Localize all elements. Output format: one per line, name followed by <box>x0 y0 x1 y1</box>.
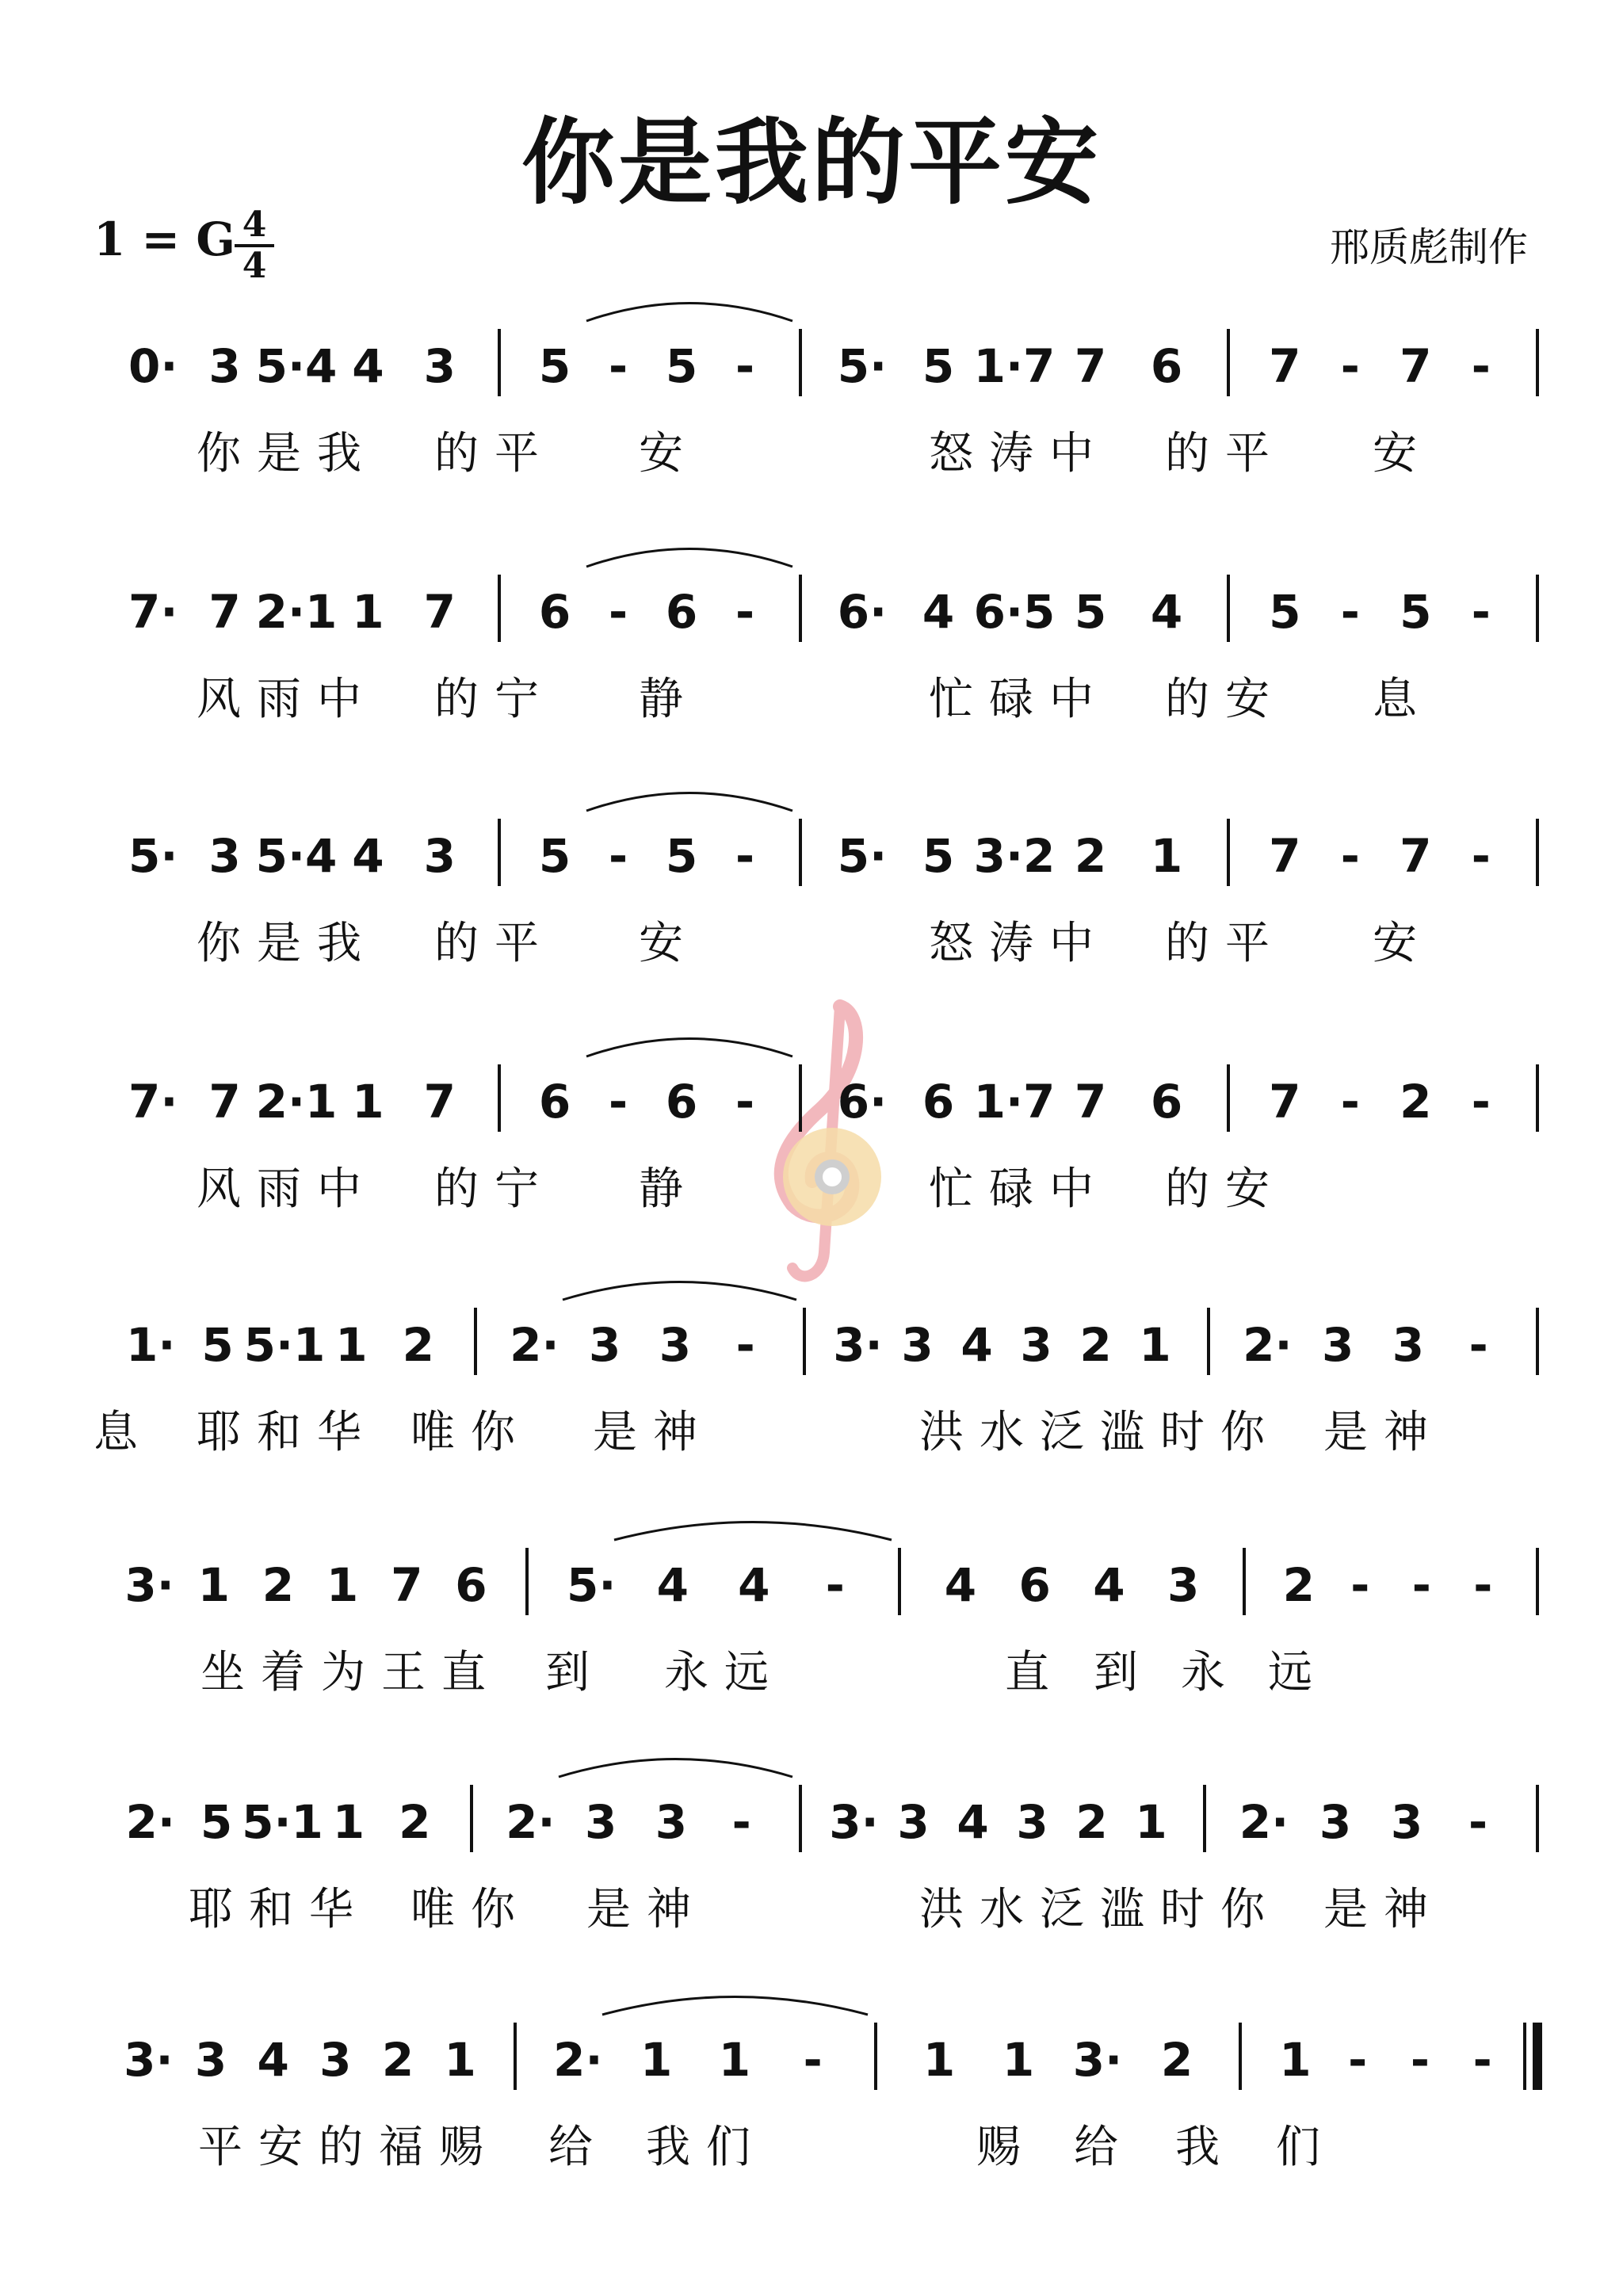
note: 2 <box>1400 1075 1432 1129</box>
lyric-syllables: 坐着为王直 <box>200 1647 502 1698</box>
sustain-dash: - <box>1472 2033 1492 2087</box>
note: 4 <box>960 1318 993 1372</box>
dotted-note: 2· <box>506 1795 556 1849</box>
note: 4 <box>352 339 384 393</box>
note: 3 <box>659 1318 692 1372</box>
dotted-note: 2·1 <box>255 1075 338 1129</box>
note: 6 <box>1150 339 1183 393</box>
lyric-syllables: 你是我 <box>197 918 377 969</box>
sustain-dash: - <box>608 1075 628 1129</box>
dotted-note: 3· <box>829 1795 879 1849</box>
lyric-syllables: 耶和华 <box>189 1884 369 1935</box>
note: 1 <box>1002 2033 1035 2087</box>
note: 3 <box>1392 1318 1425 1372</box>
note: 4 <box>1150 585 1183 639</box>
note: 3 <box>1319 1795 1352 1849</box>
lyric-syllables: 安 <box>639 428 699 479</box>
note: 2 <box>1074 829 1107 883</box>
note: 2 <box>1282 1558 1315 1612</box>
note: 6 <box>538 1075 571 1129</box>
lyric-syllables: 是神 <box>1323 1884 1444 1935</box>
dotted-note: 5· <box>128 829 178 883</box>
lyric-syllables: 平安的福赐 <box>198 2122 499 2173</box>
lyric-syllables: 忙碌中 <box>929 674 1109 725</box>
lyric-syllables: 给 <box>1074 2122 1134 2173</box>
tie-arc <box>559 1759 792 1778</box>
lyric-syllables: 息 <box>1373 674 1433 725</box>
dotted-note: 3· <box>833 1318 883 1372</box>
note: 6 <box>1018 1558 1051 1612</box>
lyric-syllables: 我们 <box>646 2122 766 2173</box>
note: 2 <box>402 1318 434 1372</box>
note: 2 <box>399 1795 431 1849</box>
note: 1 <box>444 2033 476 2087</box>
lyric-syllables: 静 <box>639 1163 699 1215</box>
lyric-syllables: 耶和华 <box>197 1407 377 1458</box>
note: 1 <box>352 1075 384 1129</box>
note: 3 <box>1167 1558 1200 1612</box>
key-signature: 1 = G <box>94 212 235 266</box>
sustain-dash: - <box>1468 1318 1488 1372</box>
note: 4 <box>352 829 384 883</box>
note: 3 <box>1016 1795 1048 1849</box>
dotted-note: 5· <box>837 339 888 393</box>
lyric-syllables: 远 <box>1268 1647 1328 1698</box>
lyric-syllables: 安 <box>639 918 699 969</box>
lyric-syllables: 唯你 <box>411 1884 531 1935</box>
note: 2 <box>1075 1795 1108 1849</box>
sustain-dash: - <box>1471 829 1491 883</box>
note: 4 <box>957 1795 989 1849</box>
note: 1 <box>335 1318 368 1372</box>
note: 7 <box>1074 1075 1107 1129</box>
lyric-syllables: 静 <box>639 674 699 725</box>
song-title: 你是我的平安 <box>521 107 1102 217</box>
note: 3 <box>423 339 456 393</box>
note: 3 <box>423 829 456 883</box>
note: 4 <box>922 585 955 639</box>
lyric-syllables: 到 <box>545 1647 605 1698</box>
lyric-syllables: 到 <box>1094 1647 1154 1698</box>
lyric-syllables: 你是我 <box>197 428 377 479</box>
tie-arc <box>563 1282 796 1301</box>
lyric-syllables: 我 <box>1175 2122 1235 2173</box>
lyric-syllables: 洪水泛滥时 <box>919 1884 1220 1935</box>
note: 5 <box>1074 585 1107 639</box>
sustain-dash: - <box>1340 585 1360 639</box>
note: 1 <box>332 1795 365 1849</box>
dotted-note: 5·1 <box>243 1318 326 1372</box>
dotted-note: 5·4 <box>255 829 338 883</box>
note: 7 <box>1269 339 1301 393</box>
dotted-note: 2· <box>553 2033 603 2087</box>
dotted-note: 1· <box>126 1318 176 1372</box>
lyric-syllables: 永 <box>1181 1647 1241 1698</box>
sustain-dash: - <box>1473 1558 1493 1612</box>
sustain-dash: - <box>735 829 755 883</box>
note: 7 <box>1269 1075 1301 1129</box>
note: 1 <box>326 1558 359 1612</box>
note: 1 <box>1279 2033 1312 2087</box>
dotted-note: 3· <box>1072 2033 1123 2087</box>
note: 3 <box>208 829 241 883</box>
note: 5 <box>665 829 698 883</box>
lyric-syllables: 的平 <box>1165 918 1285 969</box>
dotted-note: 1·7 <box>973 1075 1056 1129</box>
dotted-note: 6· <box>837 1075 888 1129</box>
note: 4 <box>656 1558 689 1612</box>
note: 3 <box>1390 1795 1423 1849</box>
sustain-dash: - <box>1340 1075 1360 1129</box>
note: 7 <box>208 585 241 639</box>
sustain-dash: - <box>1411 1558 1431 1612</box>
sustain-dash: - <box>1340 339 1360 393</box>
note: 7 <box>1400 829 1432 883</box>
lyric-syllables: 们 <box>1276 2122 1336 2173</box>
note: 2 <box>262 1558 295 1612</box>
note: 3 <box>901 1318 934 1372</box>
tie-arc <box>586 1039 792 1057</box>
lyric-syllables: 唯你 <box>411 1407 531 1458</box>
sustain-dash: - <box>1471 339 1491 393</box>
dotted-note: 5· <box>567 1558 617 1612</box>
note: 1 <box>352 585 384 639</box>
sustain-dash: - <box>1410 2033 1430 2087</box>
note: 1 <box>718 2033 751 2087</box>
dotted-note: 7· <box>128 585 178 639</box>
dotted-note: 2· <box>1239 1795 1289 1849</box>
dotted-note: 7· <box>128 1075 178 1129</box>
lyric-syllables: 赐 <box>976 2122 1037 2173</box>
sustain-dash: - <box>1468 1795 1488 1849</box>
lyric-syllables: 洪水泛滥时 <box>919 1407 1220 1458</box>
note: 3 <box>584 1795 617 1849</box>
note: 3 <box>319 2033 352 2087</box>
lyric-syllables: 安 <box>1373 918 1433 969</box>
note: 6 <box>665 1075 698 1129</box>
lyric-syllables: 永远 <box>664 1647 785 1698</box>
note: 1 <box>1150 829 1183 883</box>
sustain-dash: - <box>608 585 628 639</box>
note: 2 <box>1160 2033 1193 2087</box>
note: 1 <box>1135 1795 1167 1849</box>
note: 4 <box>1093 1558 1125 1612</box>
note: 3 <box>194 2033 227 2087</box>
dotted-note: 2· <box>1243 1318 1293 1372</box>
dotted-note: 2·1 <box>255 585 338 639</box>
note: 5 <box>1400 585 1432 639</box>
sustain-dash: - <box>1340 829 1360 883</box>
lyric-syllables: 给 <box>548 2122 609 2173</box>
dotted-note: 3·2 <box>973 829 1056 883</box>
sustain-dash: - <box>608 829 628 883</box>
note: 5 <box>922 829 955 883</box>
dotted-note: 3· <box>124 2033 174 2087</box>
note: 2 <box>381 2033 414 2087</box>
note: 6 <box>922 1075 955 1129</box>
lyric-syllables: 的安 <box>1165 1163 1285 1215</box>
dotted-note: 5·1 <box>242 1795 323 1849</box>
sustain-dash: - <box>803 2033 823 2087</box>
sustain-dash: - <box>1350 1558 1370 1612</box>
tie-arc <box>586 549 792 567</box>
lyric-syllables: 是神 <box>593 1407 713 1458</box>
sustain-dash: - <box>1348 2033 1368 2087</box>
dotted-note: 2· <box>510 1318 559 1372</box>
sustain-dash: - <box>735 585 755 639</box>
lyric-syllables: 是神 <box>586 1884 707 1935</box>
sustain-dash: - <box>1471 1075 1491 1129</box>
note: 5 <box>665 339 698 393</box>
note: 7 <box>208 1075 241 1129</box>
lyric-syllables: 忙碌中 <box>929 1163 1109 1215</box>
note: 7 <box>1269 829 1301 883</box>
lyric-syllables: 风雨中 <box>197 1163 377 1215</box>
note: 1 <box>922 2033 956 2087</box>
note: 3 <box>588 1318 621 1372</box>
note: 6 <box>665 585 698 639</box>
time-signature-top: 4 <box>242 204 267 245</box>
lyric-syllables: 你 <box>1220 1884 1281 1935</box>
note: 3 <box>1020 1318 1052 1372</box>
note: 5 <box>538 829 571 883</box>
dotted-note: 0· <box>128 339 178 393</box>
lyric-syllables: 的宁 <box>434 1163 555 1215</box>
note: 3 <box>208 339 241 393</box>
sustain-dash: - <box>1471 585 1491 639</box>
dotted-note: 6· <box>837 585 888 639</box>
note: 6 <box>538 585 571 639</box>
lyric-syllables: 的安 <box>1165 674 1285 725</box>
time-signature-bottom: 4 <box>242 246 267 286</box>
dotted-note: 5· <box>837 829 888 883</box>
sustain-dash: - <box>825 1558 845 1612</box>
note: 4 <box>738 1558 770 1612</box>
note: 7 <box>1074 339 1107 393</box>
lyric-syllables: 息 <box>94 1407 154 1458</box>
note: 4 <box>257 2033 289 2087</box>
note: 7 <box>423 585 456 639</box>
sustain-dash: - <box>735 339 755 393</box>
note: 5 <box>538 339 571 393</box>
sustain-dash: - <box>731 1795 751 1849</box>
lyric-syllables: 的平 <box>1165 428 1285 479</box>
note: 3 <box>1321 1318 1354 1372</box>
note: 2 <box>1079 1318 1112 1372</box>
arranger-credit: 邢质彪制作 <box>1330 224 1528 270</box>
note: 1 <box>640 2033 673 2087</box>
note: 7 <box>423 1075 456 1129</box>
sustain-dash: - <box>735 1318 755 1372</box>
dotted-note: 1·7 <box>973 339 1056 393</box>
note: 3 <box>655 1795 688 1849</box>
note: 6 <box>455 1558 487 1612</box>
note: 5 <box>201 1318 234 1372</box>
dotted-note: 2· <box>125 1795 175 1849</box>
lyric-syllables: 安 <box>1373 428 1433 479</box>
lyric-syllables: 直 <box>1005 1647 1065 1698</box>
lyric-syllables: 的宁 <box>434 674 555 725</box>
lyric-syllables: 的平 <box>434 918 555 969</box>
lyric-syllables: 怒涛中 <box>929 428 1109 479</box>
sustain-dash: - <box>735 1075 755 1129</box>
tie-arc <box>614 1522 892 1541</box>
tie-arc <box>586 793 792 812</box>
lyric-syllables: 风雨中 <box>197 674 377 725</box>
note: 5 <box>922 339 955 393</box>
dotted-note: 6·5 <box>973 585 1056 639</box>
note: 7 <box>1400 339 1432 393</box>
dotted-note: 3· <box>124 1558 174 1612</box>
note: 1 <box>197 1558 230 1612</box>
lyric-syllables: 你 <box>1220 1407 1281 1458</box>
note: 4 <box>944 1558 977 1612</box>
sustain-dash: - <box>608 339 628 393</box>
note: 5 <box>200 1795 233 1849</box>
dotted-note: 5·4 <box>255 339 338 393</box>
lyric-syllables: 的平 <box>434 428 555 479</box>
lyric-syllables: 是神 <box>1323 1407 1444 1458</box>
tie-arc <box>586 304 792 322</box>
note: 3 <box>897 1795 930 1849</box>
note: 1 <box>1139 1318 1171 1372</box>
lyric-syllables: 怒涛中 <box>929 918 1109 969</box>
note: 7 <box>391 1558 423 1612</box>
note: 6 <box>1150 1075 1183 1129</box>
tie-arc <box>602 1997 868 2015</box>
note: 5 <box>1269 585 1301 639</box>
